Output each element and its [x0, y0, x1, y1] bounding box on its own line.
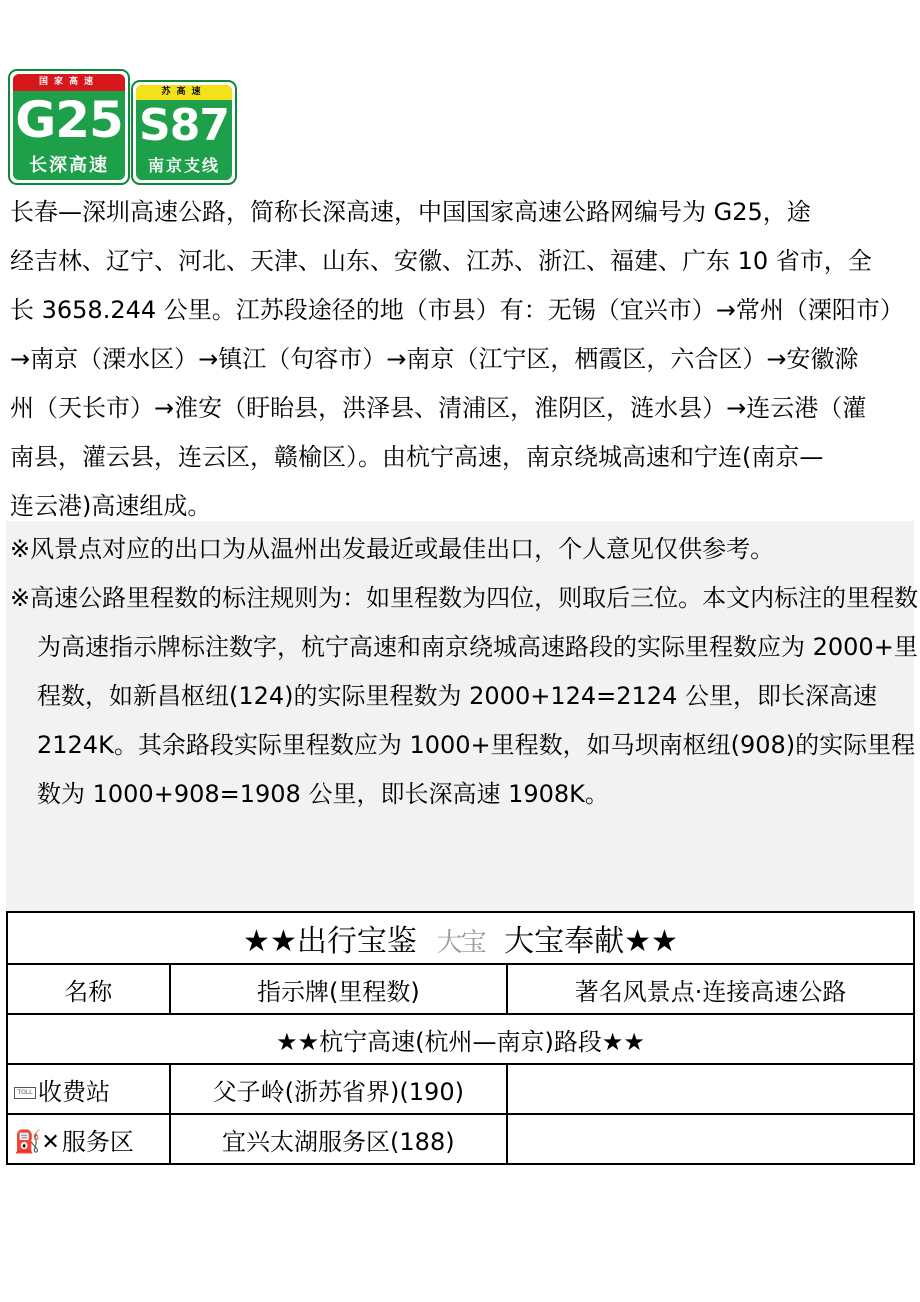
- section-title: ★★杭宁高速(杭州—南京)路段★★: [7, 1014, 914, 1064]
- row-name-cell: [7, 1064, 170, 1114]
- table-header-row: [7, 964, 914, 1014]
- intro-line: 长 3658.244 公里。江苏段途径的地（市县）有：无锡（宜兴市）→常州（溧阳市）: [10, 296, 904, 324]
- g25-name: 长深高速: [29, 155, 109, 176]
- s87-shield: [131, 80, 237, 185]
- intro-line: 南县，灌云县，连云区，赣榆区）。由杭宁高速，南京绕城高速和宁连(南京—: [10, 443, 824, 471]
- section-row: [7, 1014, 914, 1064]
- row-note: [507, 1064, 914, 1114]
- header-sign: 指示牌(里程数): [170, 964, 508, 1014]
- s87-band-label: 苏高速: [136, 85, 232, 100]
- s87-shield-face: [136, 85, 232, 180]
- table-title-row: [7, 912, 914, 964]
- table-title-right: 大宝奉献★★: [504, 924, 678, 959]
- row-sign: 宜兴太湖服务区(188): [170, 1114, 508, 1164]
- header-scenic: 著名风景点·连接高速公路: [507, 964, 914, 1014]
- note-mileage-rule: ※高速公路里程数的标注规则为：如里程数为四位，则取后三位。本文内标注的里程数为高速指示牌标注数字，杭宁高速和南京绕城高速路段的实际里程数应为 2000+里程数，如新昌枢纽(124)的实际里程数为 2000+124=2124 公里，即长深高速 2124K。其余路段实际里程数应为 1000+里程数，如马坝南枢纽(908)的实际里程数为 1000+908=1908 公里，即长深高速 1908K。: [10, 584, 919, 808]
- intro-line: 连云港)高速组成。: [10, 492, 212, 520]
- table-title-left: ★★出行宝鉴: [243, 924, 417, 959]
- row-name-cell: [7, 1114, 170, 1164]
- intro-line: 经吉林、辽宁、河北、天津、山东、安徽、江苏、浙江、福建、广东 10 省市，全: [10, 247, 872, 275]
- table-title: [7, 912, 914, 964]
- table-row: [7, 1064, 914, 1114]
- intro-line: →南京（溧水区）→镇江（句容市）→南京（江宁区，栖霞区，六合区）→安徽滁: [10, 345, 859, 373]
- g25-band-label: 国家高速: [13, 74, 125, 91]
- row-name: 服务区: [61, 1127, 134, 1156]
- note-scenic-exit: ※风景点对应的出口为从温州出发最近或最佳出口，个人意见仅供参考。: [10, 535, 775, 563]
- table-row: [7, 1114, 914, 1164]
- g25-code: G25: [15, 91, 123, 149]
- route-table: [6, 911, 915, 1165]
- g25-shield: [8, 69, 130, 185]
- dabao-logo-icon: 大宝: [436, 928, 485, 958]
- intro-line: 州（天长市）→淮安（盱眙县，洪泽县、清浦区，淮阴区，涟水县）→连云港（灌: [10, 394, 867, 422]
- g25-shield-face: [13, 74, 125, 180]
- s87-code: S87: [139, 100, 229, 151]
- row-name: 收费站: [38, 1077, 110, 1106]
- row-sign: 父子岭(浙苏省界)(190): [170, 1064, 508, 1114]
- toll-icon: TOLL: [14, 1087, 36, 1099]
- intro-line: 长春—深圳高速公路，简称长深高速，中国国家高速公路网编号为 G25，途: [10, 198, 811, 226]
- service-area-icon: ⛽✕: [14, 1130, 60, 1155]
- s87-name: 南京支线: [147, 156, 220, 175]
- header-name: 名称: [7, 964, 170, 1014]
- row-note: [507, 1114, 914, 1164]
